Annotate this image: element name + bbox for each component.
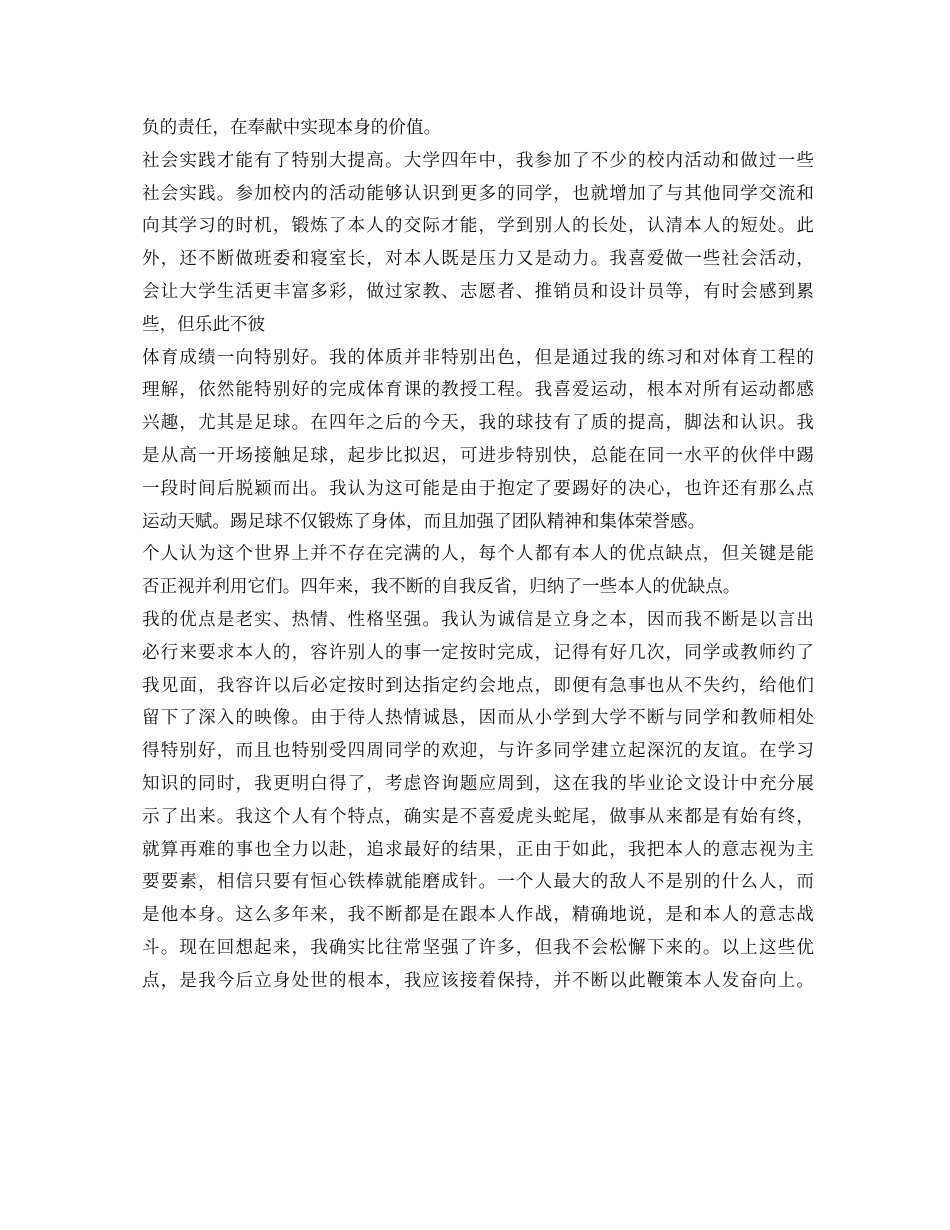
text-line: 示了出来。我这个人有个特点，确实是不喜爱虎头蛇尾，做事从来都是有始有终， bbox=[142, 806, 814, 827]
text-line: 向其学习的时机，锻炼了本人的交际才能，学到别人的长处，认清本人的短处。此 bbox=[142, 216, 814, 237]
document-body bbox=[142, 112, 814, 998]
text-line: 斗。现在回想起来，我确实比往常坚强了许多，但我不会松懈下来的。以上这些优 bbox=[142, 937, 814, 958]
text-line: 兴趣，尤其是足球。在四年之后的今天，我的球技有了质的提高，脚法和认识。我 bbox=[142, 413, 814, 434]
text-line: 是他本身。这么多年来，我不断都是在跟本人作战，精确地说，是和本人的意志战 bbox=[142, 905, 814, 926]
text-line: 就算再难的事也全力以赴，追求最好的结果，正由于如此，我把本人的意志视为主 bbox=[142, 839, 814, 860]
text-line: 留下了深入的映像。由于待人热情诚恳，因而从小学到大学不断与同学和教师相处 bbox=[142, 708, 814, 729]
text-line: 得特别好，而且也特别受四周同学的欢迎，与许多同学建立起深沉的友谊。在学习 bbox=[142, 741, 814, 762]
text-line: 理解，依然能特别好的完成体育课的教授工程。我喜爱运动，根本对所有运动都感 bbox=[142, 380, 814, 401]
text-line: 知识的同时，我更明白得了，考虑咨询题应周到，这在我的毕业论文设计中充分展 bbox=[142, 773, 814, 794]
text-line: 社会实践才能有了特别大提高。大学四年中，我参加了不少的校内活动和做过一些 bbox=[142, 150, 814, 171]
text-line: 负的责任，在奉献中实现本身的价值。 bbox=[142, 118, 442, 138]
text-line: 否正视并利用它们。四年来，我不断的自我反省，归纳了一些本人的优缺点。 bbox=[142, 577, 741, 598]
text-line: 外，还不断做班委和寝室长，对本人既是压力又是动力。我喜爱做一些社会活动， bbox=[142, 249, 814, 270]
text-line: 点，是我今后立身处世的根本，我应该接着保持，并不断以此鞭策本人发奋向上。 bbox=[142, 970, 814, 991]
text-line: 我的优点是老实、热情、性格坚强。我认为诚信是立身之本，因而我不断是以言出 bbox=[142, 609, 814, 630]
text-line: 运动天赋。踢足球不仅锻炼了身体，而且加强了团队精神和集体荣誉感。 bbox=[142, 511, 706, 532]
text-line: 会让大学生活更丰富多彩，做过家教、志愿者、推销员和设计员等，有时会感到累 bbox=[142, 281, 814, 302]
text-line: 要要素，相信只要有恒心铁棒就能磨成针。一个人最大的敌人不是别的什么人，而 bbox=[142, 872, 814, 893]
text-line: 些，但乐此不彼 bbox=[142, 314, 266, 335]
text-line: 是从高一开场接触足球，起步比拟迟，可进步特别快，总能在同一水平的伙伴中踢 bbox=[142, 445, 814, 466]
text-line: 体育成绩一向特别好。我的体质并非特别出色，但是通过我的练习和对体育工程的 bbox=[142, 347, 814, 368]
text-line: 必行来要求本人的，容许别人的事一定按时完成，记得有好几次，同学或教师约了 bbox=[142, 642, 814, 663]
text-line: 社会实践。参加校内的活动能够认识到更多的同学，也就增加了与其他同学交流和 bbox=[142, 183, 814, 204]
text-line: 我见面，我容许以后必定按时到达指定约会地点，即便有急事也从不失约，给他们 bbox=[142, 675, 814, 696]
text-line: 一段时间后脱颖而出。我认为这可能是由于抱定了要踢好的决心，也许还有那么点 bbox=[142, 478, 814, 499]
text-line: 个人认为这个世界上并不存在完满的人，每个人都有本人的优点缺点，但关键是能 bbox=[142, 544, 814, 565]
